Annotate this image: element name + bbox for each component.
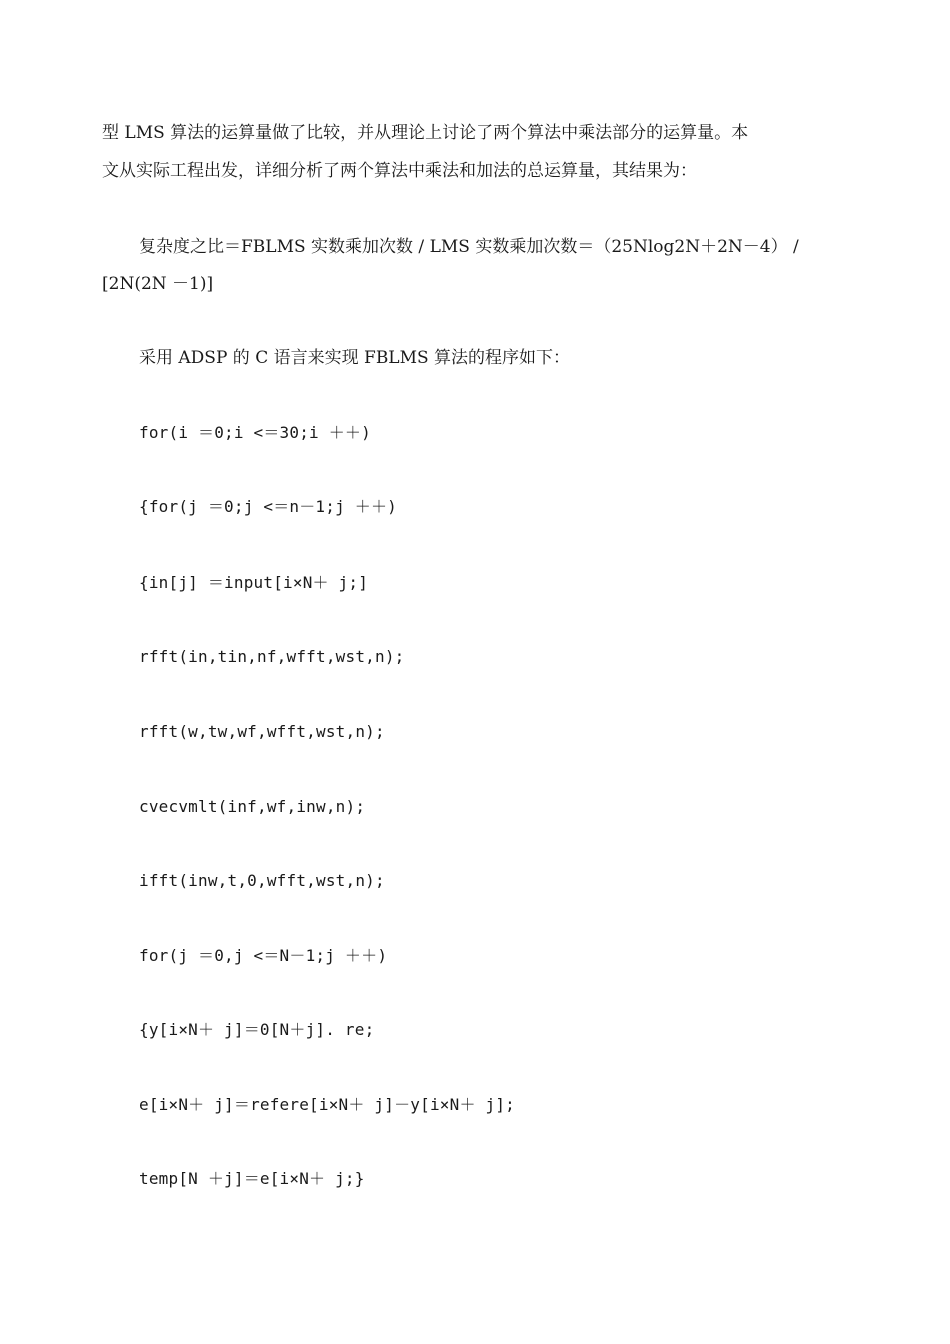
intro-line-1: 型 LMS 算法的运算量做了比较，并从理论上讨论了两个算法中乘法部分的运算量。本 (102, 123, 749, 143)
code-line: ifft(inw,t,0,wfft,wst,n); (139, 871, 385, 890)
code-line: e[i×N＋ j]＝refere[i×N＋ j]－y[i×N＋ j]; (139, 1095, 515, 1114)
code-line: cvecvmlt(inf,wf,inw,n); (139, 797, 366, 816)
code-line: {y[i×N＋ j]＝0[N＋j]. re; (139, 1020, 375, 1039)
code-line: rfft(in,tin,nf,wfft,wst,n); (139, 647, 405, 666)
code-line: for(i ＝0;i <＝30;i ＋＋) (139, 423, 371, 442)
code-line: {for(j ＝0;j <＝n－1;j ＋＋) (139, 497, 397, 516)
program-intro: 采用 ADSP 的 C 语言来实现 FBLMS 算法的程序如下： (139, 348, 571, 368)
code-line: {in[j] ＝input[i×N＋ j;] (139, 573, 369, 592)
intro-line-2: 文从实际工程出发，详细分析了两个算法中乘法和加法的总运算量，其结果为： (102, 161, 697, 181)
formula-line-2: [2N(2N －1)] (102, 274, 214, 294)
code-line: temp[N ＋j]＝e[i×N＋ j;} (139, 1169, 365, 1188)
code-line: rfft(w,tw,wf,wfft,wst,n); (139, 722, 385, 741)
formula-line-1: 复杂度之比＝FBLMS 实数乘加次数 / LMS 实数乘加次数＝（25Nlog2N＋2N－4） / (139, 237, 799, 257)
code-line: for(j ＝0,j <＝N－1;j ＋＋) (139, 946, 388, 965)
